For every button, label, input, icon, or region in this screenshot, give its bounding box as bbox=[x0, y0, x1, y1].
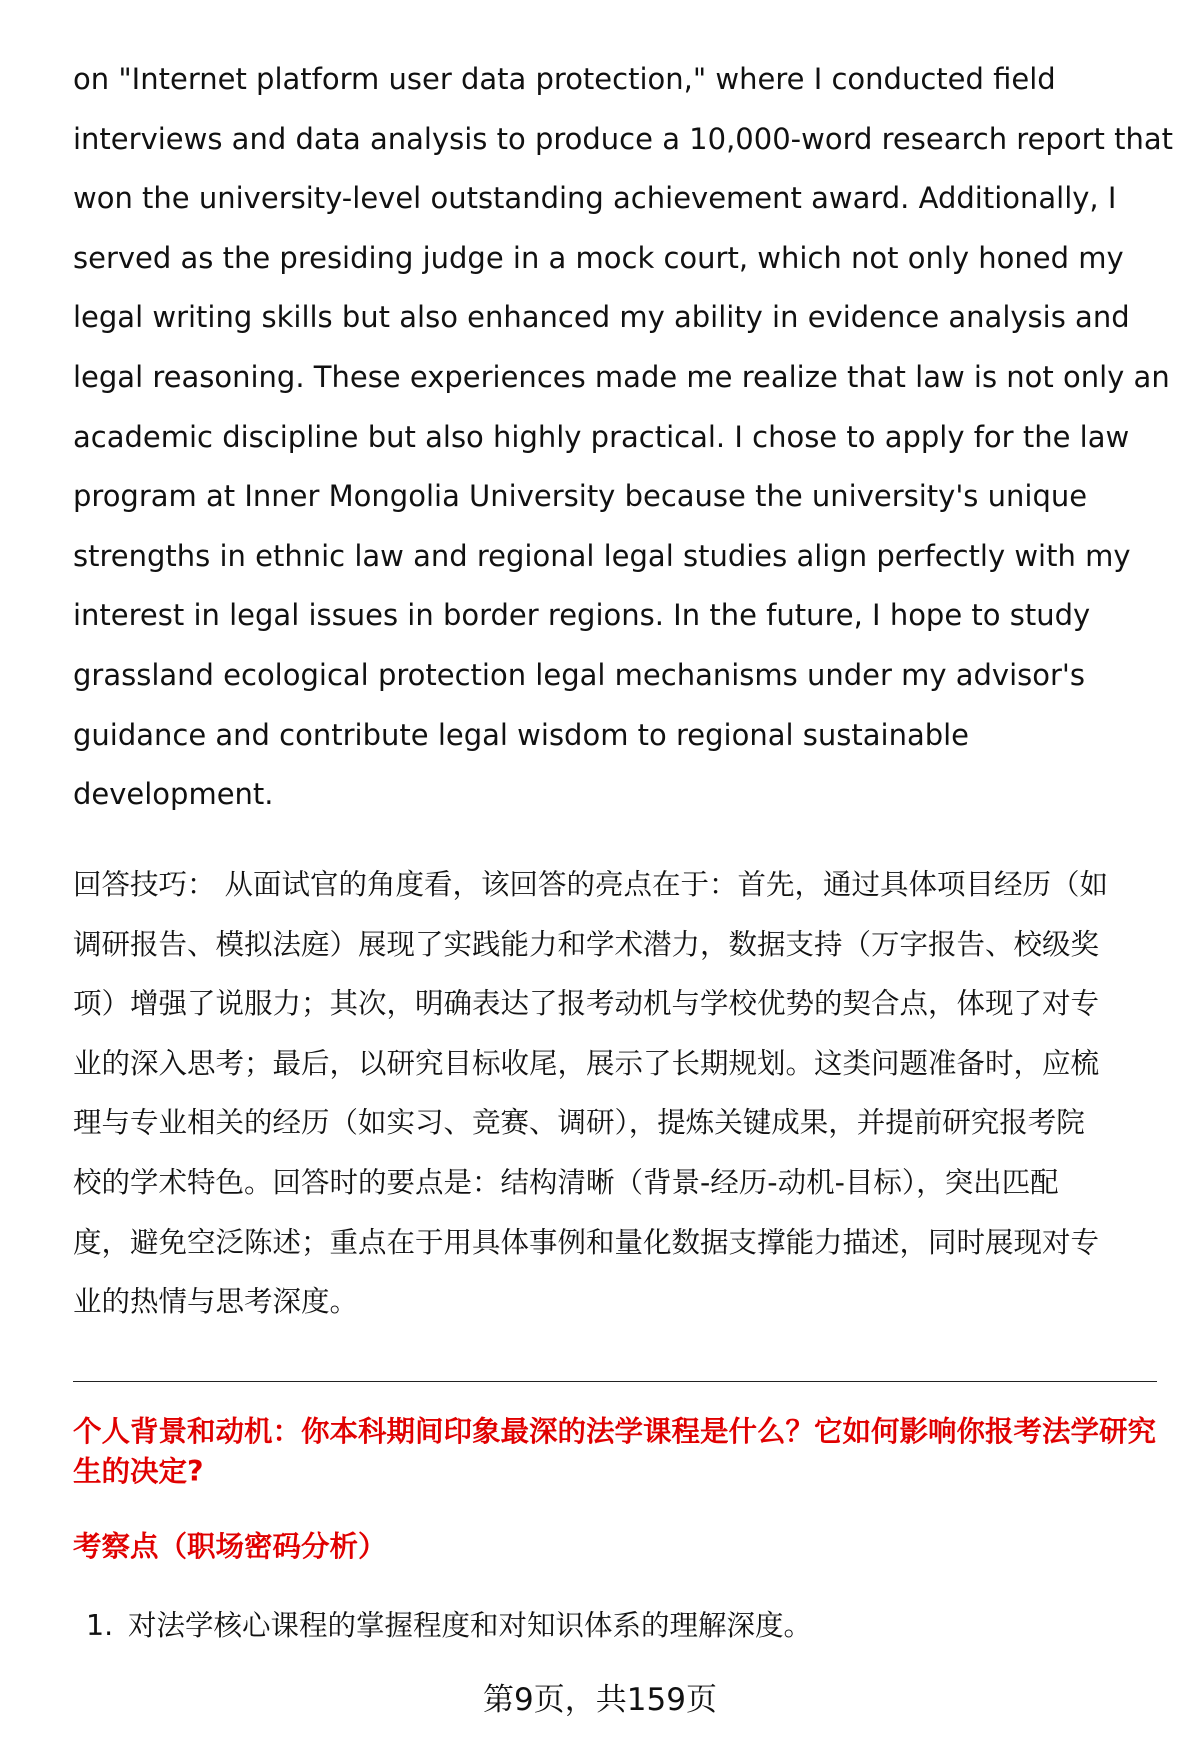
answer-line: on "Internet platform user data protection," where I conducted field bbox=[73, 62, 1056, 96]
tips-line: 调研报告、模拟法庭）展现了实践能力和学术潜力，数据支持（万字报告、校级奖 bbox=[73, 927, 1100, 961]
answer-line: served as the presiding judge in a mock court, which not only honed my bbox=[73, 240, 1124, 275]
tips-line: 理与专业相关的经历（如实习、竞赛、调研），提炼关键成果，并提前研究报考院 bbox=[73, 1106, 1085, 1140]
answer-line: grassland ecological protection legal mechanisms under my advisor's bbox=[73, 657, 1085, 692]
answer-line: interviews and data analysis to produce a 10,000-word research report that bbox=[73, 121, 1173, 156]
answer-paragraph bbox=[73, 50, 1173, 825]
answer-line: won the university-level outstanding achievement award. Additionally, I bbox=[73, 181, 1117, 216]
section-heading: 考察点（职场密码分析） bbox=[73, 1530, 387, 1563]
list-item bbox=[86, 1603, 812, 1644]
tips-line: 项）增强了说服力；其次，明确表达了报考动机与学校优势的契合点，体现了对专 bbox=[73, 987, 1100, 1021]
answer-line: legal reasoning. These experiences made me realize that law is not only an bbox=[73, 359, 1170, 394]
list-number: 1. bbox=[86, 1609, 114, 1642]
answer-line: program at Inner Mongolia University because the university's unique bbox=[73, 479, 1088, 514]
question-heading: 个人背景和动机：你本科期间印象最深的法学课程是什么？它如何影响你报考法学研究生的决定? bbox=[73, 1415, 1157, 1488]
answer-tips-paragraph bbox=[73, 855, 1163, 1332]
list-text: 对法学核心课程的掌握程度和对知识体系的理解深度。 bbox=[128, 1609, 813, 1642]
answer-line: guidance and contribute legal wisdom to regional sustainable bbox=[73, 717, 970, 752]
answer-line: interest in legal issues in border regions. In the future, I hope to study bbox=[73, 598, 1091, 633]
tips-line: 业的深入思考；最后，以研究目标收尾，展示了长期规划。这类问题准备时，应梳 bbox=[73, 1046, 1100, 1080]
answer-line: development. bbox=[73, 777, 274, 812]
answer-line: strengths in ethnic law and regional legal studies align perfectly with my bbox=[73, 538, 1131, 573]
answer-line: legal writing skills but also enhanced my ability in evidence analysis and bbox=[73, 300, 1130, 335]
tips-line: 回答技巧： 从面试官的角度看，该回答的亮点在于：首先，通过具体项目经历（如 bbox=[73, 868, 1109, 901]
page-footer: 第9页，共159页 bbox=[483, 1682, 717, 1718]
tips-line: 校的学术特色。回答时的要点是：结构清晰（背景-经历-动机-目标），突出匹配 bbox=[73, 1165, 1059, 1199]
tips-line: 业的热情与思考深度。 bbox=[73, 1285, 359, 1319]
section-divider bbox=[73, 1381, 1157, 1382]
answer-line: academic discipline but also highly practical. I chose to apply for the law bbox=[73, 419, 1130, 454]
tips-line: 度，避免空泛陈述；重点在于用具体事例和量化数据支撑能力描述，同时展现对专 bbox=[73, 1225, 1100, 1259]
